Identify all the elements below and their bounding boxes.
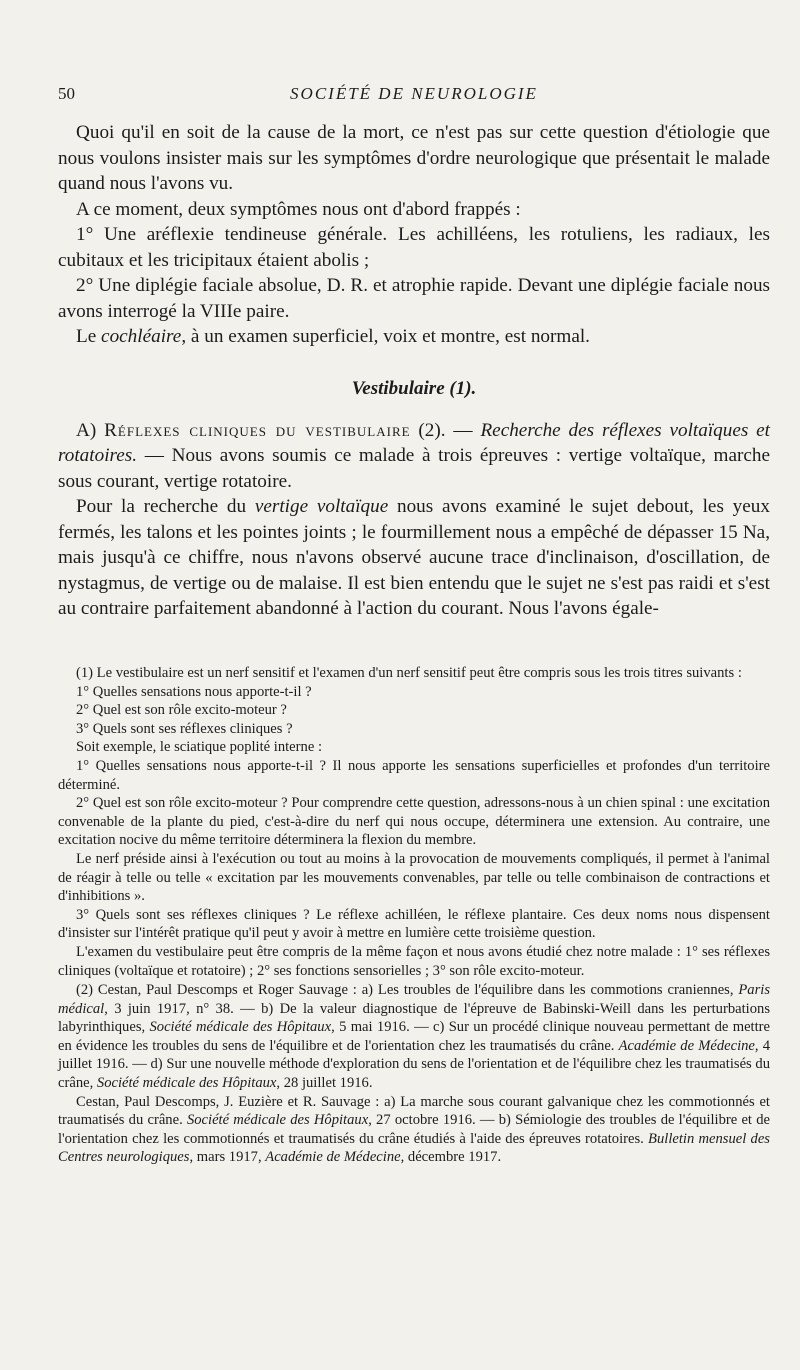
page-header bbox=[58, 84, 770, 108]
section-heading: Vestibulaire (1). bbox=[351, 377, 477, 399]
footnote-paragraph: 3° Quels sont ses réflexes cliniques ? Le réflexe achilléen, le réflexe plantaire. Ces deux noms nous dispensent d'insister sur l'intérêt pratique qu'il peut y avoir à mettre en lumière cette troisième question. bbox=[58, 906, 770, 942]
text-run: , mars 1917, bbox=[189, 1149, 266, 1166]
page-number: 50 bbox=[58, 84, 75, 103]
footnote-list-item: 1° Quelles sensations nous apporte-t-il ? bbox=[76, 683, 312, 700]
text-run: Le bbox=[76, 326, 102, 347]
text-run: , à un examen superficiel, voix et montre, est normal. bbox=[181, 326, 590, 347]
journal-title: Académie de Médecine bbox=[265, 1149, 401, 1166]
text-run: A) bbox=[76, 419, 105, 441]
small-caps-title: Réflexes cliniques du vestibulaire bbox=[104, 419, 411, 441]
text-run: nous avons examiné le sujet debout, les yeux fermés, les talons et les pointes joints ; le fourmillement nous a empêché de dépasser 15 Na, mais jusqu'à ce chiffre, nous n'avons observé aucune trace d'inclinaison, d'oscillation, de nystagmus, de vertige ou de malaise. Il est bien entendu que le sujet ne s'est pas raidi et s'est au contraire parfaitement abandonné à l'action du courant. Nous l'avons égale- bbox=[58, 496, 770, 619]
paragraph: 2° Une diplégie faciale absolue, D. R. et atrophie rapide. Devant une diplégie faciale nous avons interrogé la VIIIe paire. bbox=[58, 275, 770, 322]
italic-term: cochléaire bbox=[101, 326, 182, 347]
journal-title: Académie de Médecine bbox=[618, 1037, 755, 1054]
text-run: , 3 juin 1917, n° 38. — b) De la valeur diagnostique de l'épreuve de Babinski-Weill dans les perturbations labyrinthiques, bbox=[58, 1000, 770, 1036]
paragraph: 1° Une aréflexie tendineuse générale. Les achilléens, les rotuliens, les radiaux, les cubitaux et les tricipitaux étaient abolis ; bbox=[58, 224, 770, 271]
journal-title: Bulletin mensuel des Centres neurologiques bbox=[58, 1130, 770, 1166]
footnote: (1) Le vestibulaire est un nerf sensitif et l'examen d'un nerf sensitif peut être compris sous les trois titres suivants : bbox=[76, 665, 742, 681]
text-run: Pour la recherche du bbox=[76, 496, 255, 517]
running-head: SOCIÉTÉ DE NEUROLOGIE bbox=[290, 84, 538, 103]
paragraph bbox=[58, 324, 770, 350]
paragraph bbox=[58, 494, 770, 622]
text-run: Cestan, Paul Descomps, J. Euzière et R. Sauvage : a) La marche sous courant galvanique chez les commotionnés et traumatisés du crâne. bbox=[58, 1093, 770, 1129]
italic-subtitle: Recherche des réflexes voltaïques et rotatoires. bbox=[58, 419, 771, 466]
text-run: , décembre 1917. bbox=[400, 1149, 502, 1166]
footnote bbox=[58, 981, 770, 1093]
journal-title: Société médicale des Hôpitaux bbox=[149, 1019, 332, 1036]
text-run: , 5 mai 1916. — c) Sur un procédé clinique nouveau permettant de mettre en évidence les troubles du sens de l'équilibre et de l'orientation chez les traumatisés du crâne. bbox=[58, 1019, 770, 1054]
text-run: — Nous avons soumis ce malade à trois épreuves : vertige voltaïque, marche sous courant, vertige rotatoire. bbox=[58, 445, 770, 492]
paragraph bbox=[58, 418, 770, 495]
footnote-list-item: 2° Quel est son rôle excito-moteur ? bbox=[76, 702, 287, 719]
footnote-paragraph: Le nerf préside ainsi à l'exécution ou tout au moins à la provocation de mouvements compliqués, il permet à l'animal de réagir à telle ou telle « excitation par les mouvements convenables, par telle ou telle combinaison de contractions et d'inhibitions ». bbox=[58, 850, 770, 905]
text-run: , 4 juillet 1916. — d) Sur une nouvelle méthode d'exploration du sens de l'orientation et de l'équilibre chez les traumatisés du crâne, bbox=[58, 1037, 771, 1092]
body-text bbox=[58, 120, 770, 622]
footnote-list-item: Soit exemple, le sciatique poplité interne : bbox=[76, 739, 322, 756]
journal-title: Société médicale des Hôpitaux bbox=[96, 1075, 277, 1092]
footnote-list-item: 3° Quels sont ses réflexes cliniques ? bbox=[76, 720, 293, 737]
journal-title: Paris médical bbox=[58, 982, 770, 1017]
footnote-paragraph: 2° Quel est son rôle excito-moteur ? Pour comprendre cette question, adressons-nous à un chien spinal : une excitation convenable de la plante du pied, c'est-à-dire du nerf qui nous occupe, déterminera une extension. Au contraire, une excitation nocive du même territoire déterminera la flexion du membre. bbox=[58, 795, 770, 849]
text-run: , 28 juillet 1916. bbox=[276, 1075, 373, 1092]
paragraph: A ce moment, deux symptômes nous ont d'abord frappés : bbox=[76, 198, 521, 220]
footnote-paragraph bbox=[58, 1093, 770, 1167]
footnotes bbox=[58, 664, 770, 1167]
footnote-paragraph: L'examen du vestibulaire peut être compris de la même façon et nous avons étudié chez notre malade : 1° ses réflexes cliniques (voltaïque et rotatoire) ; 2° ses fonctions sensorielles ; 3° son rôle excito-moteur. bbox=[58, 943, 770, 979]
text-run: (2) Cestan, Paul Descomps et Roger Sauvage : a) Les troubles de l'équilibre dans les commotions craniennes, bbox=[76, 982, 739, 999]
footnote-paragraph: 1° Quelles sensations nous apporte-t-il ? Il nous apporte les sensations superficielles et profondes d'un territoire déterminé. bbox=[58, 757, 770, 793]
text-run: (2). — bbox=[410, 419, 481, 441]
paragraph: Quoi qu'il en soit de la cause de la mort, ce n'est pas sur cette question d'étiologie que nous voulons insister mais sur les symptômes d'ordre neurologique que présentait le malade quand nous l'avons vu. bbox=[58, 122, 770, 194]
italic-term: vertige voltaïque bbox=[254, 496, 389, 517]
journal-title: Société médicale des Hôpitaux bbox=[186, 1112, 369, 1129]
text-run: , 27 octobre 1916. — b) Sémiologie des troubles de l'équilibre et de l'orientation chez les commotionnés et traumatisés du crâne étudiés à l'aide des épreuves rotatoires. bbox=[58, 1112, 770, 1147]
